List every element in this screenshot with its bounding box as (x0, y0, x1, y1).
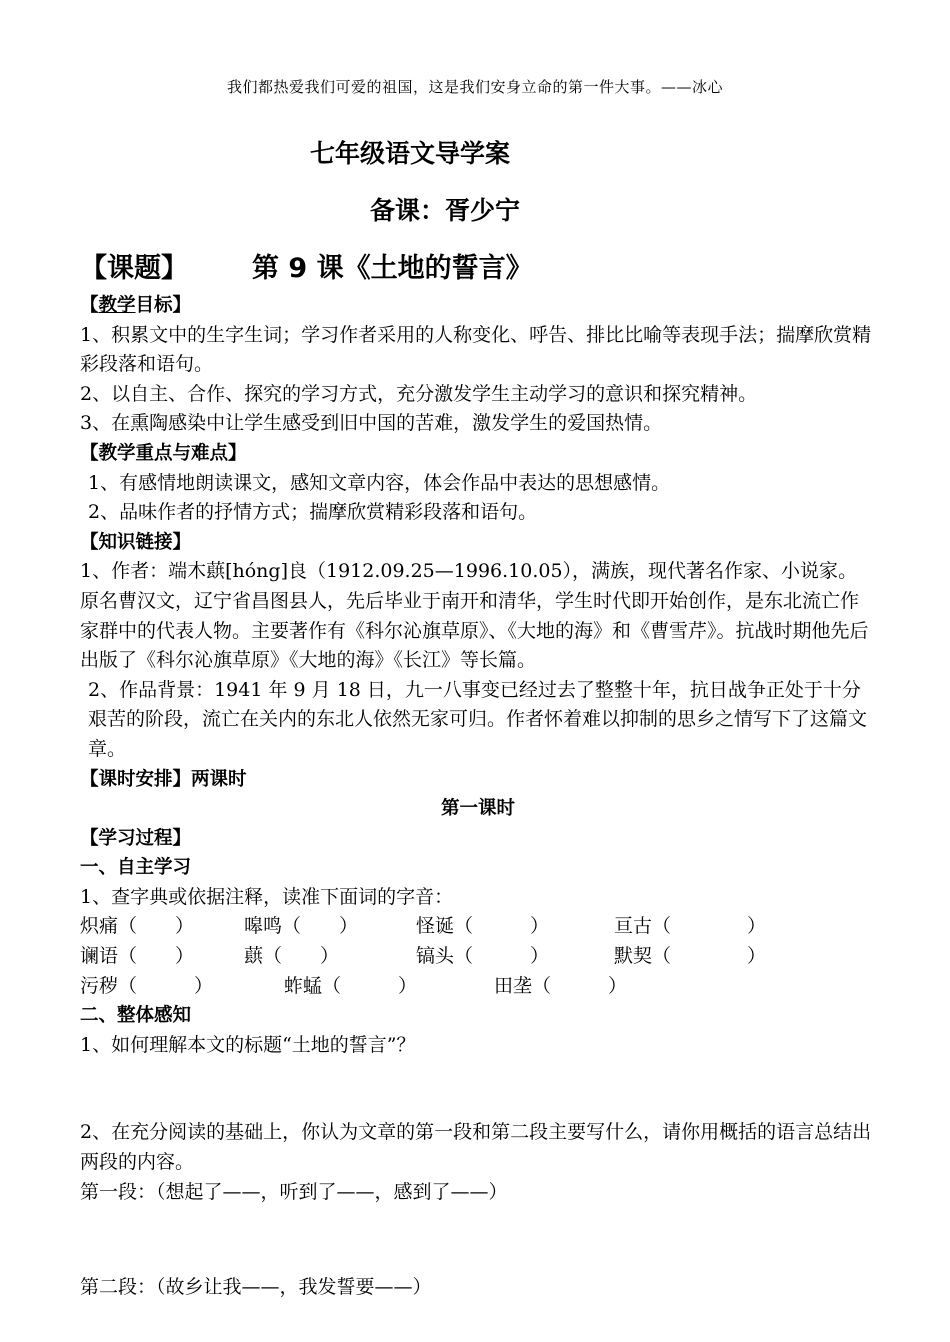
goal-item: 3、在熏陶感染中让学生感受到旧中国的苦难，激发学生的爱国热情。 (80, 412, 663, 435)
vocab-item: 怪诞（ ） (416, 915, 550, 938)
vocab-row-3 (80, 972, 876, 1002)
goals-heading (80, 291, 876, 321)
schedule-line: 【课时安排】两课时 (80, 768, 247, 790)
vocab-item: 嗥鸣（ ） (244, 915, 359, 938)
author-line: 备课：胥少宁 (369, 196, 520, 225)
vocab-item: 田垄（ ） (494, 974, 628, 997)
topic-title: 第 9 课《土地的誓言》 (252, 253, 533, 284)
vocab-item: 镐头（ ） (416, 945, 550, 968)
key-point-item: 1、有感情地朗读课文，感知文章内容，体会作品中表达的思想感情。 (88, 471, 671, 494)
goals-heading-open: 【 (80, 295, 99, 316)
question-2: 2、在充分阅读的基础上，你认为文章的第一段和第二段主要写什么，请你用概括的语言总结出两段的内容。 (80, 1121, 872, 1174)
document-title: 七年级语文导学案 (309, 139, 510, 168)
vocab-item: 污秽（ ） (80, 974, 214, 997)
vocab-item: 蚱蜢（ ） (284, 974, 418, 997)
vocab-item: 谰语（ ） (80, 945, 195, 968)
author-line-wrapper (0, 191, 800, 227)
document-body (80, 291, 876, 1303)
vocab-item: 亘古（ ） (614, 915, 767, 938)
vocab-row-2 (80, 942, 876, 972)
key-point-item: 2、品味作者的抒情方式；揣摩欣赏精彩段落和语句。 (88, 501, 538, 524)
vocab-item: 蕻（ ） (244, 945, 340, 968)
section-two-heading: 二、整体感知 (80, 1005, 192, 1027)
section-one-heading: 一、自主学习 (80, 857, 192, 879)
knowledge-item-author: 1、作者：端木蕻[hóng]良（1912.09.25—1996.10.05），满族，现代著名作家、小说家。原名曹汉文，辽宁省昌图县人，先后毕业于南开和清华，学生时代即开始创作，是东北流亡作家群中的代表人物。主要著作有《科尔沁旗草原》、《大地的海》和《曹雪芹》。抗战时期他先后出版了《科尔沁旗草原》《大地的海》《长江》等长篇。 (80, 560, 869, 672)
topic-row (80, 246, 533, 285)
goal-item: 1、积累文中的生字生词；学习作者采用的人称变化、呼告、排比比喻等表现手法；揣摩欣赏精彩段落和语句。 (80, 323, 872, 376)
paragraph-2-prompt: 第二段：（故乡让我——，我发誓要——） (80, 1276, 432, 1299)
goals-heading-underlined: 教学 (98, 295, 136, 316)
vocab-item: 默契（ ） (614, 945, 767, 968)
knowledge-item-background: 2、作品背景：1941 年 9 月 18 日，九一八事变已经过去了整整十年，抗日战争正处于十分艰苦的阶段，流亡在关内的东北人依然无家可归。作者怀着难以抑制的思乡之情写下了这篇文章。 (88, 678, 868, 760)
header-quote: 我们都热爱我们可爱的祖国，这是我们安身立命的第一件大事。——冰心 (226, 78, 723, 96)
goal-item: 2、以自主、合作、探究的学习方式，充分激发学生主动学习的意识和探究精神。 (80, 382, 758, 405)
lesson-one-heading: 第一课时 (440, 798, 515, 820)
question-1: 1、如何理解本文的标题“土地的誓言”？ (80, 1033, 416, 1056)
answer-space (80, 1060, 876, 1118)
vocab-row-1 (80, 912, 876, 942)
key-points-heading: 【教学重点与难点】 (80, 442, 247, 464)
process-heading: 【学习过程】 (80, 827, 192, 849)
topic-label: 【课题】 (80, 253, 188, 284)
knowledge-heading: 【知识链接】 (80, 531, 192, 553)
section-one-instruction: 1、查字典或依据注释，读准下面词的字音： (80, 885, 454, 908)
answer-space (80, 1207, 876, 1273)
paragraph-1-prompt: 第一段：（想起了——，听到了——，感到了——） (80, 1180, 508, 1203)
goals-heading-close: 目标】 (135, 295, 192, 316)
vocab-item: 炽痛（ ） (80, 915, 195, 938)
